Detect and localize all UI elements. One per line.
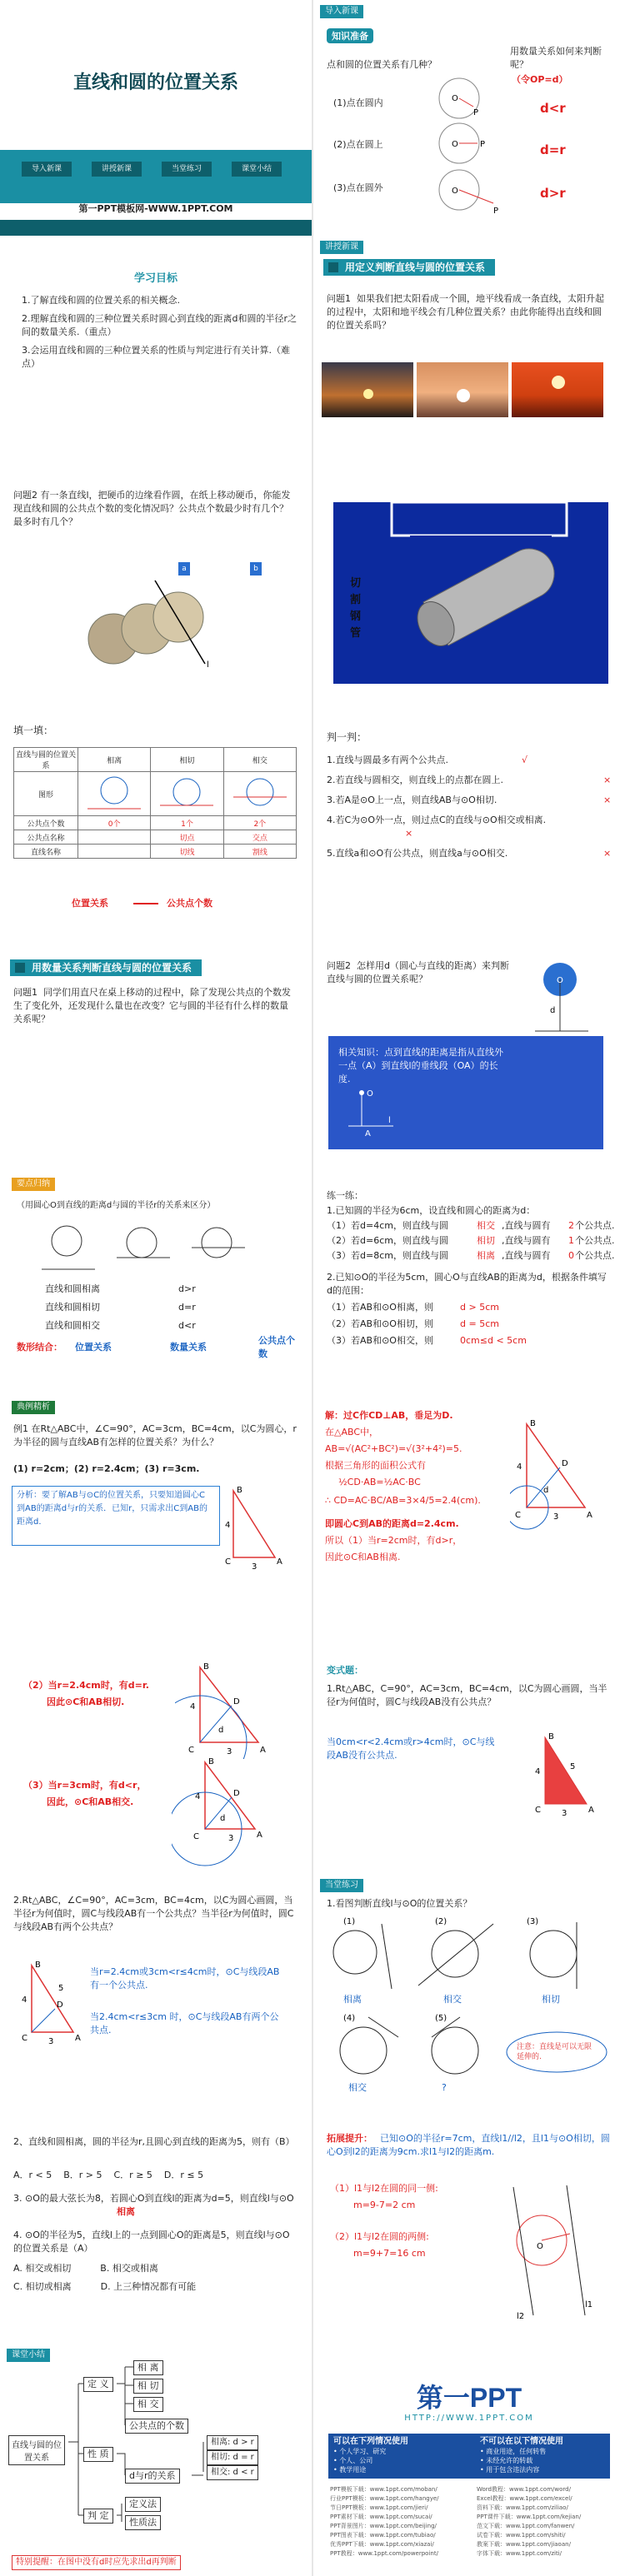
variant2-question: 2.Rt△ABC，∠C=90°，AC=3cm，BC=4cm，以C为圆心画圆，当半径r为何值时，圆C与线段AB有一个公共点？当半径r为何值时，圆C与线段AB有两个公共点？ xyxy=(13,1895,294,1932)
section-tag: 讲授新课 xyxy=(320,241,363,254)
slide-mindmap xyxy=(0,2344,312,2576)
num-2: (2) xyxy=(435,1917,448,1926)
link[interactable]: 范文下载：www.1ppt.com/fanwen/ xyxy=(477,2523,575,2529)
link[interactable]: Word教程：www.1ppt.com/word/ xyxy=(477,2486,571,2493)
count-1: 2 xyxy=(568,1220,574,1231)
slide-pipe xyxy=(313,469,625,707)
num-4: (4) xyxy=(343,2014,356,2023)
judge-mark-2: × xyxy=(603,775,612,785)
intersect-diagram xyxy=(172,1754,297,1871)
rel-row-3: 直线和圆相交 xyxy=(45,1320,100,1331)
slide-practice xyxy=(313,1168,625,1393)
link[interactable]: PPT素材下载：www.1ppt.com/sucai/ xyxy=(330,2514,432,2520)
fill-1: 相交 xyxy=(477,1220,495,1231)
note2: d与r的关系 xyxy=(125,2469,180,2484)
label-5: 5 xyxy=(570,1762,576,1771)
leaf-2: 相 切 xyxy=(133,2379,163,2394)
th-relation: 直线与圆的位置关系 xyxy=(14,748,78,772)
sol-4: 根据三角形的面积公式有 xyxy=(325,1460,426,1471)
practice-line-7: （2）若AB和⊙O相切，则 xyxy=(327,1318,433,1329)
rel-val-1: d>r xyxy=(178,1283,196,1294)
label-c: C xyxy=(188,1746,194,1755)
three-positions xyxy=(33,1218,283,1276)
section-tag: 课堂小结 xyxy=(7,2349,50,2362)
exercise-diagrams xyxy=(318,1912,618,2104)
label-o: O xyxy=(557,976,563,985)
ans-2: 相交 xyxy=(443,1994,462,2005)
tail2-1: 个公共点. xyxy=(575,1220,615,1231)
choice-line-1: 2、直线和圆相离，圆的半径为r,且圆心到直线的距离为5，则有（B） xyxy=(13,2136,295,2147)
shape-separate xyxy=(78,772,151,816)
aside: 用数量关系如何来判断呢？ xyxy=(510,46,602,70)
combo-right: 数量关系 xyxy=(170,1342,207,1353)
ln-intersect: 割线 xyxy=(223,845,296,859)
num-3: (3) xyxy=(527,1917,539,1926)
slide-cases xyxy=(0,1642,312,1874)
mindmap-lines xyxy=(0,2344,312,2576)
rel-val-3: d<r xyxy=(178,1320,196,1331)
label-p3: P xyxy=(493,207,499,216)
range-2: d = 5cm xyxy=(460,1318,499,1329)
label-dd: d xyxy=(218,1726,224,1735)
extend-a1: （1）l1与l2在圆的同一侧: xyxy=(330,2183,438,2194)
sol-5: ½CD·AB=½AC·BC xyxy=(338,1477,421,1487)
cannot-3: • 用于包含违法内容 xyxy=(480,2466,540,2474)
num-1: (1) xyxy=(343,1917,356,1926)
link[interactable]: 优秀PPT下载：www.1ppt.com/xiazai/ xyxy=(330,2541,434,2548)
section-header: 用定义判断直线与圆的位置关系 xyxy=(323,259,495,276)
goal-1: 1.了解直线和圆的位置关系的相关概念. xyxy=(22,295,180,306)
brand-logo: 第一PPT xyxy=(416,2383,522,2413)
coins-diagram xyxy=(80,574,247,674)
count-intersect: 2个 xyxy=(223,816,296,830)
can-3: • 教学用途 xyxy=(333,2466,367,2474)
sol-6: ∴ CD=AC·BC/AB=3×4/5=2.4(cm). xyxy=(325,1495,481,1506)
choice-line-3: 3. ⊙O的最大弦长为8，若圆心O到直线l的距离为d=5，则直线l与⊙O xyxy=(13,2193,294,2204)
row-count: 公共点个数 xyxy=(14,816,78,830)
leaf-3: 相 交 xyxy=(133,2397,163,2412)
sol-2: 在△ABC中， xyxy=(325,1427,379,1437)
label-b: B xyxy=(203,1662,209,1672)
leaf-1: 相 离 xyxy=(133,2360,163,2375)
link[interactable]: 资料下载：www.1ppt.com/ziliao/ xyxy=(477,2504,568,2511)
link[interactable]: 行业PPT模板：www.1ppt.com/hangye/ xyxy=(330,2495,439,2502)
triangle-cd xyxy=(510,1416,610,1532)
slide-coin xyxy=(0,469,312,707)
variant-question: 1.Rt△ABC，C=90°，AC=3cm，BC=4cm，以C为圆心画圆，当半径r为何值时，圆C与线段AB没有公共点？ xyxy=(327,1683,608,1707)
case-2: （2）当r=2.4cm时，有d=r. xyxy=(23,1680,149,1691)
label-b-chip: b xyxy=(250,562,262,575)
slide-brand xyxy=(313,2344,625,2576)
link[interactable]: 字体下载：www.1ppt.com/ziti/ xyxy=(477,2550,562,2557)
label-c: C xyxy=(515,1511,521,1520)
slide-variant2 xyxy=(0,1874,312,2105)
choice-line-4: 4. ⊙O的半径为5，直线l上的一点到圆心O的距离是5，则直线l与⊙O的位置关系是（A） xyxy=(13,2230,290,2254)
node-judge: 判 定 xyxy=(83,2509,113,2524)
ans-1: 相离 xyxy=(343,1994,362,2005)
label-a: A xyxy=(587,1511,592,1520)
ans-5: ? xyxy=(442,2082,447,2093)
label-d2: D xyxy=(233,1789,240,1798)
slide-goals xyxy=(0,236,312,469)
practice-line-1: 1.已知圆的半径为6cm，设直线和圆心的距离为d： xyxy=(327,1205,536,1216)
choice-line-6: C. 相切或相离 D. 上三种情况都有可能 xyxy=(13,2281,197,2292)
label-b: B xyxy=(35,1961,41,1970)
pt-tangent: 切点 xyxy=(151,830,223,845)
label-d: D xyxy=(562,1459,568,1468)
label-a: A xyxy=(75,2034,81,2043)
range-1: d > 5cm xyxy=(460,1302,499,1313)
rel-1: 相离: d > r xyxy=(207,2435,258,2450)
node-define: 定 义 xyxy=(83,2377,113,2392)
slide-example xyxy=(0,1393,312,1642)
label-o1: O xyxy=(452,94,458,103)
question-1: 问题1 如果我们把太阳看成一个圆，地平线看成一条直线，太阳升起的过程中，太阳和地平线会有几种位置关系？由此你能得出直线和圆的位置关系吗？ xyxy=(327,293,604,331)
sun-icons xyxy=(322,362,605,417)
sol-1: 解：过C作CD⊥AB，垂足为D. xyxy=(325,1410,453,1421)
can-1: • 个人学习、研究 xyxy=(333,2448,387,2455)
rel-3: 相交: d < r xyxy=(207,2465,258,2480)
goal-2: 2.理解直线和圆的三种位置关系时圆心到直线的距离d和圆的半径r之间的数量关系.（重点） xyxy=(22,313,297,337)
sol-9: 因此⊙C和AB相离. xyxy=(325,1552,401,1562)
legend-right: 公共点个数 xyxy=(167,898,212,909)
can-2: • 个人、公司 xyxy=(333,2457,373,2464)
question-q2: 问题2 怎样用d（圆心与直线的距离）来判断直线与圆的位置关系呢？ xyxy=(327,960,509,984)
shape-intersect xyxy=(223,772,296,816)
section-header: 用数量关系判断直线与圆的位置关系 xyxy=(10,959,202,976)
label-l1: l1 xyxy=(585,2300,593,2309)
judge-5: 5.直线a和⊙O有公共点，则直线a与⊙O相交. xyxy=(327,848,508,859)
num-5: (5) xyxy=(435,2014,448,2023)
label-4: 4 xyxy=(22,1996,28,2005)
slide-judge xyxy=(313,707,625,943)
label-a2: A xyxy=(257,1831,262,1840)
link[interactable]: PPT模板下载：www.1ppt.com/moban/ xyxy=(330,2486,438,2493)
rel-outside: d>r xyxy=(540,186,566,201)
practice-line-6: （1）若AB和⊙O相离，则 xyxy=(327,1302,433,1313)
legend-left: 位置关系 xyxy=(72,898,108,909)
judge-mark-4: × xyxy=(405,828,413,839)
combo-label: 数形结合： xyxy=(17,1342,62,1353)
tail-1: ,直线与圆有 xyxy=(502,1220,551,1231)
page-title: 直线和圆的位置关系 xyxy=(72,72,238,93)
slide-solution xyxy=(313,1393,625,1642)
subheading: 知识准备 xyxy=(327,28,373,43)
exercise-note: 注意：直线是可以无限延伸的. xyxy=(517,2043,592,2061)
variant2-ans1: 当r=2.4cm或3cm<r≤4cm时，⊙C与线段AB有一个公共点. xyxy=(90,1966,280,1991)
variant2-triangle xyxy=(12,1957,87,2049)
extend-a1b: m=9-7=2 cm xyxy=(353,2200,416,2210)
analysis-text: 分析：要了解AB与⊙C的位置关系，只要知道圆心C到AB的距离d与r的关系．已知r，只需求出C到AB的距离d． xyxy=(17,1491,208,1527)
label-c: C xyxy=(225,1557,231,1567)
rel-row-2: 直线和圆相切 xyxy=(45,1302,100,1313)
practice-line-5: 2.已知⊙O的半径为5cm，圆心O与直线AB的距离为d，根据条件填写d的范围： xyxy=(327,1272,607,1296)
label-d: D xyxy=(233,1697,240,1707)
slide-quantity xyxy=(0,943,312,1168)
parallel-lines-diagram xyxy=(505,2182,605,2324)
label-5: 5 xyxy=(58,1984,64,1993)
label-4: 4 xyxy=(190,1702,196,1712)
label-dd: d xyxy=(543,1486,549,1495)
section-tag: 导入新课 xyxy=(320,5,363,18)
label-c: C xyxy=(22,2034,28,2043)
judge-4: 4.若C为⊙O外一点，则过点C的直线与⊙O相交或相离. xyxy=(327,815,547,825)
node-property: 性 质 xyxy=(83,2447,113,2462)
label-3: 3 xyxy=(252,1562,258,1572)
judge-3: 3.若A是⊙O上一点，则直线AB与⊙O相切. xyxy=(327,795,498,805)
label-c2: C xyxy=(193,1832,199,1841)
slide-intro xyxy=(313,0,625,236)
label-o2: O xyxy=(452,140,458,149)
label-d: d xyxy=(550,1006,556,1015)
usage-can: 可以在下列情况使用 xyxy=(333,2437,408,2446)
th-intersect: 相交 xyxy=(223,748,296,772)
item-on: (2)点在圆上 xyxy=(333,139,383,150)
ball-diagram xyxy=(527,954,593,1038)
ans-4: 相交 xyxy=(348,2082,367,2093)
label-l2: l2 xyxy=(517,2312,525,2321)
pipe-drawing xyxy=(333,502,608,684)
slide-summary-points xyxy=(0,1168,312,1393)
choice-fill: 相离 xyxy=(117,2206,135,2217)
goal-3: 3.会运用直线和圆的三种位置关系的性质与判定进行有关计算.（难点） xyxy=(22,345,290,369)
extend-a2b: m=9+7=16 cm xyxy=(353,2248,426,2259)
pipe-label: 切 割 钢 管 xyxy=(350,577,362,640)
cannot-2: • 未经允许的转载 xyxy=(480,2457,533,2464)
count-separate: 0个 xyxy=(78,816,151,830)
nav-chip-2[interactable]: 讲授新课 xyxy=(92,162,142,177)
judge-2: 2.若直线与圆相交，则直线上的点都在圆上. xyxy=(327,775,503,785)
combo-tail: 公共点个数 xyxy=(258,1335,295,1359)
practice-title: 练一练： xyxy=(327,1190,363,1201)
slide-sun xyxy=(313,236,625,469)
extend-question: 已知⊙O的半径r=7cm，直线l1//l2，且l1与⊙O相切，圆心O到l2的距离为9cm.求l1与l2的距离m. xyxy=(327,2133,610,2157)
ln-separate xyxy=(78,845,151,859)
count-3: 0 xyxy=(568,1250,574,1261)
judge-mark-1: √ xyxy=(522,755,528,765)
label-4: 4 xyxy=(225,1521,231,1530)
practice-line-3: （2）若d=6cm，则直线与圆 xyxy=(327,1235,448,1246)
link[interactable]: PPT图表下载：www.1ppt.com/tubiao/ xyxy=(330,2532,436,2539)
perp-diagram xyxy=(347,1084,397,1143)
label-d: D xyxy=(57,2001,63,2010)
rel-val-2: d=r xyxy=(178,1302,196,1313)
label-3: 3 xyxy=(562,1809,568,1818)
row-point-name: 公共点名称 xyxy=(14,830,78,845)
example-parts: (1) r=2cm；(2) r=2.4cm；(3) r=3cm. xyxy=(13,1463,200,1474)
question-2: 问题2 有一条直线l，把硬币的边缘看作圆，在纸上移动硬币，你能发现直线和圆的公共点个数的变化情况吗？公共点个数最少时有几个？最多时有几个？ xyxy=(13,490,291,527)
label-b: B xyxy=(548,1732,554,1741)
slide-choice xyxy=(0,2105,312,2344)
fill-3: 相离 xyxy=(477,1250,495,1261)
fill-title: 填一填： xyxy=(13,725,54,736)
practice-line-4: （3）若d=8cm，则直线与圆 xyxy=(327,1250,448,1261)
judge-mark-5: × xyxy=(603,848,612,859)
section-tag: 典例精析 xyxy=(12,1401,55,1414)
label-o: O xyxy=(537,2242,543,2251)
sol-8: 所以（1）当r=2cm时，有d>r， xyxy=(325,1535,462,1546)
nav-chip-3[interactable]: 当堂练习 xyxy=(162,162,212,177)
example-text: 例1 在Rt△ABC中，∠C=90°，AC=3cm，BC=4cm，以C为圆心，r为半径的圆与直线AB有怎样的位置关系？为什么？ xyxy=(13,1423,297,1447)
practice-line-8: （3）若AB和⊙O相交，则 xyxy=(327,1335,433,1346)
extend-title: 拓展提升： xyxy=(327,2133,372,2144)
label-l: l xyxy=(388,1116,391,1125)
mid-node2: 性质法 xyxy=(125,2515,161,2530)
label-p2: P xyxy=(480,140,486,149)
slide-distance xyxy=(313,943,625,1168)
choice-line-5: A. 相交或相切 B. 相交或相离 xyxy=(13,2263,158,2274)
slide-exercise1 xyxy=(313,1874,625,2105)
count-2: 1 xyxy=(568,1235,574,1246)
slide-title xyxy=(0,0,312,236)
pt-intersect: 交点 xyxy=(223,830,296,845)
rel-on: d=r xyxy=(540,142,566,157)
exercise-question: 1.看图判断直线l与⊙O的位置关系？ xyxy=(327,1898,472,1909)
extra-node: 公共点的个数 xyxy=(125,2419,188,2434)
pt-separate xyxy=(78,830,151,845)
rel-inside: d<r xyxy=(540,101,566,116)
label-o3: O xyxy=(452,187,458,196)
label-o2: O xyxy=(367,1089,373,1099)
case-2b: 因此⊙C和AB相切. xyxy=(47,1697,125,1707)
nav-chip-4[interactable]: 课堂小结 xyxy=(232,162,282,177)
label-a: A xyxy=(588,1806,594,1815)
rel-2: 相切: d = r xyxy=(207,2450,258,2465)
link[interactable]: PPT课件下载：www.1ppt.com/kejian/ xyxy=(477,2514,582,2520)
brand-url: HTTP://WWW.1PPT.COM xyxy=(404,2414,534,2423)
count-tangent: 1个 xyxy=(151,816,223,830)
label-b: B xyxy=(237,1486,242,1495)
link[interactable]: 节日PPT模板：www.1ppt.com/jieri/ xyxy=(330,2504,428,2511)
question: 点和圆的位置关系有几种？ xyxy=(327,59,437,70)
row-line-name: 直线名称 xyxy=(14,845,78,859)
case-3: （3）当r=3cm时，有d<r， xyxy=(23,1780,147,1791)
ln-tangent: 切线 xyxy=(151,845,223,859)
label-3: 3 xyxy=(553,1512,559,1522)
choice-line-2: A．r < 5 B．r > 5 C．r ≥ 5 D．r ≤ 5 xyxy=(13,2170,204,2180)
usage-cannot: 不可以在以下情况使用 xyxy=(480,2437,563,2446)
label-a: A xyxy=(277,1557,282,1567)
section-tag: 当堂练习 xyxy=(320,1879,363,1892)
legend-arrow xyxy=(133,903,158,904)
intro: （用圆心O到直线的距离d与圆的半径r的关系来区分） xyxy=(17,1201,216,1210)
label-c: C xyxy=(535,1806,541,1815)
site-caption: 第一PPT模板网-WWW.1PPT.COM xyxy=(78,203,233,214)
variant-title: 变式题： xyxy=(327,1665,363,1676)
link[interactable]: 试卷下载：www.1ppt.com/shiti/ xyxy=(477,2532,566,2539)
tail2-2: 个公共点. xyxy=(575,1235,615,1246)
rel-row-1: 直线和圆相离 xyxy=(45,1283,100,1294)
label-4b: 4 xyxy=(195,1792,201,1801)
variant-triangle xyxy=(525,1729,608,1821)
slide-variant xyxy=(313,1642,625,1874)
judge-title: 判一判： xyxy=(327,731,368,743)
links-left xyxy=(330,2485,468,2559)
label-dd2: d xyxy=(220,1814,226,1823)
label-3b: 3 xyxy=(228,1834,234,1843)
extend-a2: （2）l1与l2在圆的两侧: xyxy=(330,2231,429,2242)
row-shape: 图形 xyxy=(14,772,78,816)
label-3: 3 xyxy=(48,2037,54,2046)
label-a-chip: a xyxy=(178,562,190,575)
link[interactable]: Excel教程：www.1ppt.com/excel/ xyxy=(477,2495,572,2502)
case-3b: 因此，⊙C和AB相交. xyxy=(47,1796,134,1807)
variant-answer: 当0cm<r<2.4cm或r>4cm时，⊙C与线段AB没有公共点. xyxy=(327,1736,495,1761)
link[interactable]: PPT背景图片：www.1ppt.com/beijing/ xyxy=(330,2523,437,2529)
item-outside: (3)点在圆外 xyxy=(333,182,383,193)
mindmap-root: 直线与圆的位置关系 xyxy=(8,2435,65,2465)
ans-3: 相切 xyxy=(542,1994,560,2005)
label-b: B xyxy=(530,1419,536,1428)
label-b2: B xyxy=(208,1757,214,1766)
tangent-diagram xyxy=(175,1659,292,1759)
link[interactable]: 教案下载：www.1ppt.com/jiaoan/ xyxy=(477,2541,571,2548)
question-q1: 问题1 同学们用直尺在桌上移动的过程中，除了发现公共点的个数发生了变化外，还发现什么量也在改变？它与圆的半径有什么样的数量关系呢？ xyxy=(13,987,291,1024)
label-l: l xyxy=(207,660,209,670)
relation-table xyxy=(13,747,297,859)
label-4: 4 xyxy=(535,1767,541,1776)
label-a: A xyxy=(365,1129,371,1139)
range-3: 0cm≤d < 5cm xyxy=(460,1335,527,1346)
mindmap-note: 特别提醒：在图中没有d时应先求出d再判断 xyxy=(12,2555,181,2570)
th-tangent: 相切 xyxy=(151,748,223,772)
goals-title: 学习目标 xyxy=(133,272,178,285)
aside2: （令OP=d） xyxy=(512,74,568,85)
note-text: 相关知识：点到直线的距离是指从直线外一点（A）到直线l的垂线段（OA）的长度. xyxy=(338,1047,503,1084)
tail2-3: 个公共点. xyxy=(575,1250,615,1261)
nav-chip-1[interactable]: 导入新课 xyxy=(22,162,72,177)
tail-2: ,直线与圆有 xyxy=(502,1235,551,1246)
label-a: A xyxy=(260,1746,266,1755)
judge-mark-3: × xyxy=(603,795,612,805)
label-3: 3 xyxy=(227,1747,232,1756)
section-tag: 要点归纳 xyxy=(12,1178,55,1191)
item-inside: (1)点在圆内 xyxy=(333,97,383,108)
fill-2: 相切 xyxy=(477,1235,495,1246)
variant2-ans2: 当2.4cm<r≤3cm 时，⊙C与线段AB有两个公共点. xyxy=(90,2011,279,2035)
shape-tangent xyxy=(151,772,223,816)
judge-1: 1.直线与圆最多有两个公共点. xyxy=(327,755,448,765)
practice-line-2: （1）若d=4cm，则直线与圆 xyxy=(327,1220,448,1231)
point-circle-diagrams xyxy=(422,73,522,236)
th-separate: 相离 xyxy=(78,748,151,772)
tail-3: ,直线与圆有 xyxy=(502,1250,551,1261)
label-p1: P xyxy=(473,108,479,117)
combo-left: 位置关系 xyxy=(75,1342,112,1353)
slide-extend xyxy=(313,2105,625,2344)
label-4: 4 xyxy=(517,1462,522,1472)
triangle-abc xyxy=(225,1482,300,1574)
cannot-1: • 商业用途，任何转售 xyxy=(480,2448,547,2455)
sol-3: AB=√(AC²+BC²)=√(3²+4²)=5. xyxy=(325,1443,462,1454)
mid-node: 定义法 xyxy=(125,2497,161,2512)
link[interactable]: PPT教程：www.1ppt.com/powerpoint/ xyxy=(330,2550,438,2557)
sol-7: 即圆心C到AB的距离d=2.4cm. xyxy=(325,1518,459,1529)
links-right xyxy=(477,2485,614,2559)
slide-table xyxy=(0,707,312,943)
